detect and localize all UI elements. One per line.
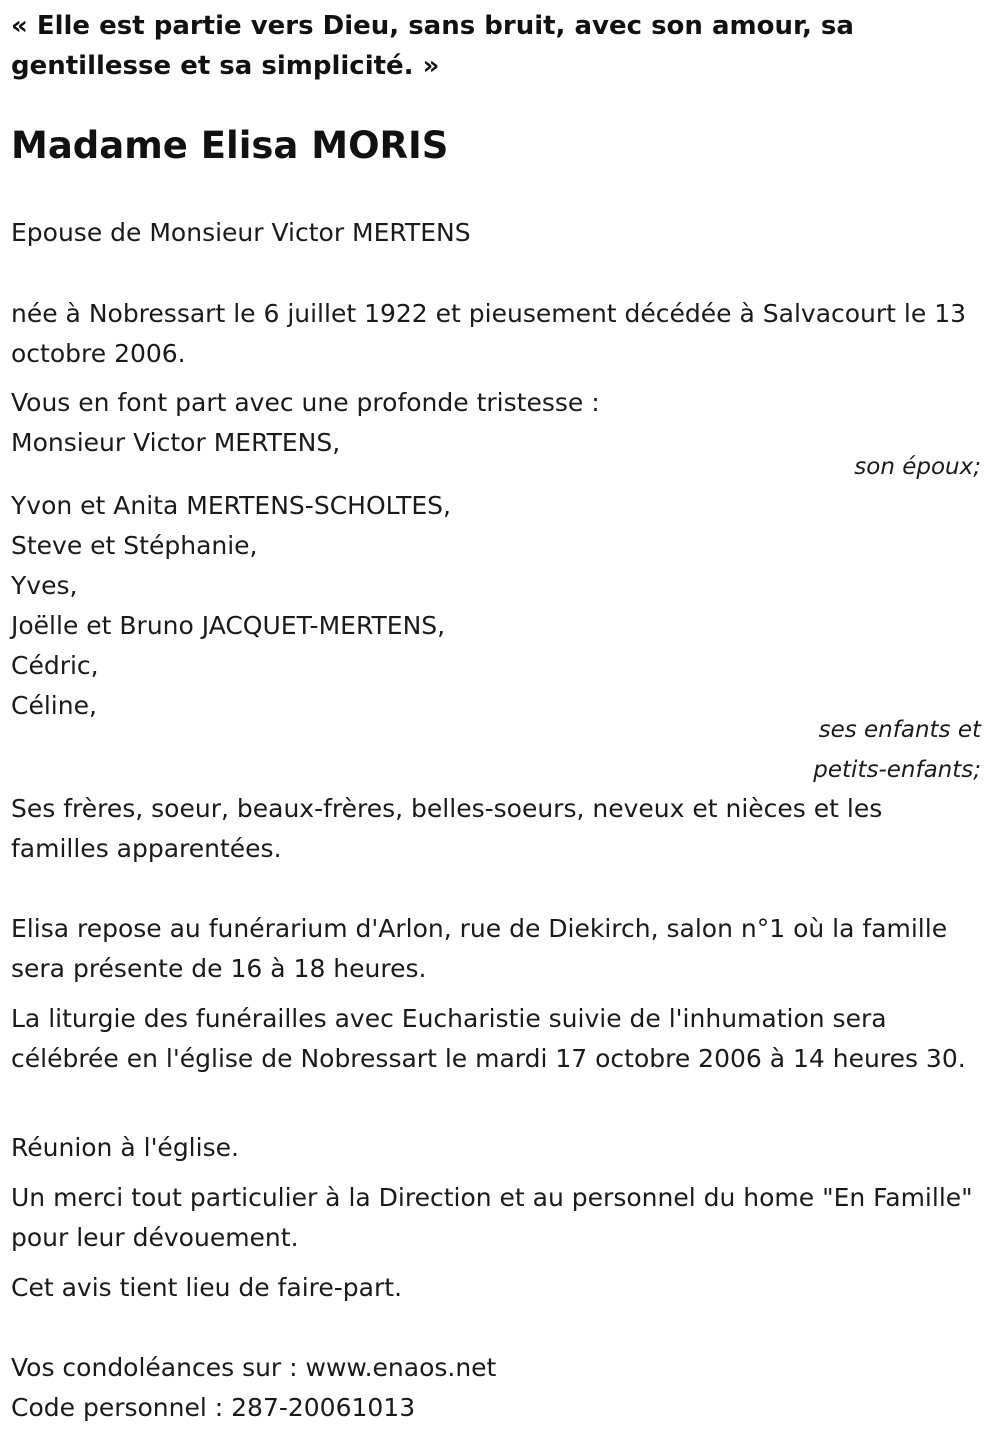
opening-quote: « Elle est partie vers Dieu, sans bruit, avec son amour, sa gentillesse et sa simplicité. »: [11, 11, 854, 81]
birth-death-paragraph: née à Nobressart le 6 juillet 1922 et pieusement décédée à Salvacourt le 13 octobre 2006.: [11, 299, 967, 368]
meeting-line: Réunion à l'église.: [11, 1133, 239, 1162]
children-role: ses enfants et: [818, 717, 981, 743]
condolences-line: Vos condoléances sur : www.enaos.net: [11, 1353, 497, 1382]
liturgy-paragraph: La liturgie des funérailles avec Eucharistie suivie de l'inhumation sera célébrée en l'église de Nobressart le mardi 17 octobre 2006 à 14 heures 30.: [11, 1004, 966, 1073]
thanks-paragraph: Un merci tout particulier à la Direction et au personnel du home "En Famille" pour leur dévouement.: [11, 1183, 973, 1252]
personal-code-line: Code personnel : 287-20061013: [11, 1393, 416, 1422]
spouse-line: Epouse de Monsieur Victor MERTENS: [11, 218, 471, 247]
husband-role: son époux;: [854, 454, 981, 480]
notice-line: Cet avis tient lieu de faire-part.: [11, 1273, 403, 1302]
child-entry: Yves,: [11, 571, 78, 600]
child-entry: Cédric,: [11, 651, 99, 680]
husband-name: Monsieur Victor MERTENS,: [11, 428, 341, 457]
child-entry: Céline,: [11, 691, 97, 720]
announcement-line: Vous en font part avec une profonde tristesse :: [11, 388, 600, 417]
child-entry: Joëlle et Bruno JACQUET-MERTENS,: [11, 611, 446, 640]
repose-paragraph: Elisa repose au funérarium d'Arlon, rue de Diekirch, salon n°1 où la famille sera présente de 16 à 18 heures.: [11, 914, 948, 983]
deceased-name: Madame Elisa MORIS: [11, 124, 449, 167]
child-entry: Yvon et Anita MERTENS-SCHOLTES,: [11, 491, 451, 520]
relatives-paragraph: Ses frères, soeur, beaux-frères, belles-soeurs, neveux et nièces et les familles apparentées.: [11, 794, 883, 863]
child-entry: Steve et Stéphanie,: [11, 531, 258, 560]
grandchildren-role: petits-enfants;: [813, 757, 981, 783]
